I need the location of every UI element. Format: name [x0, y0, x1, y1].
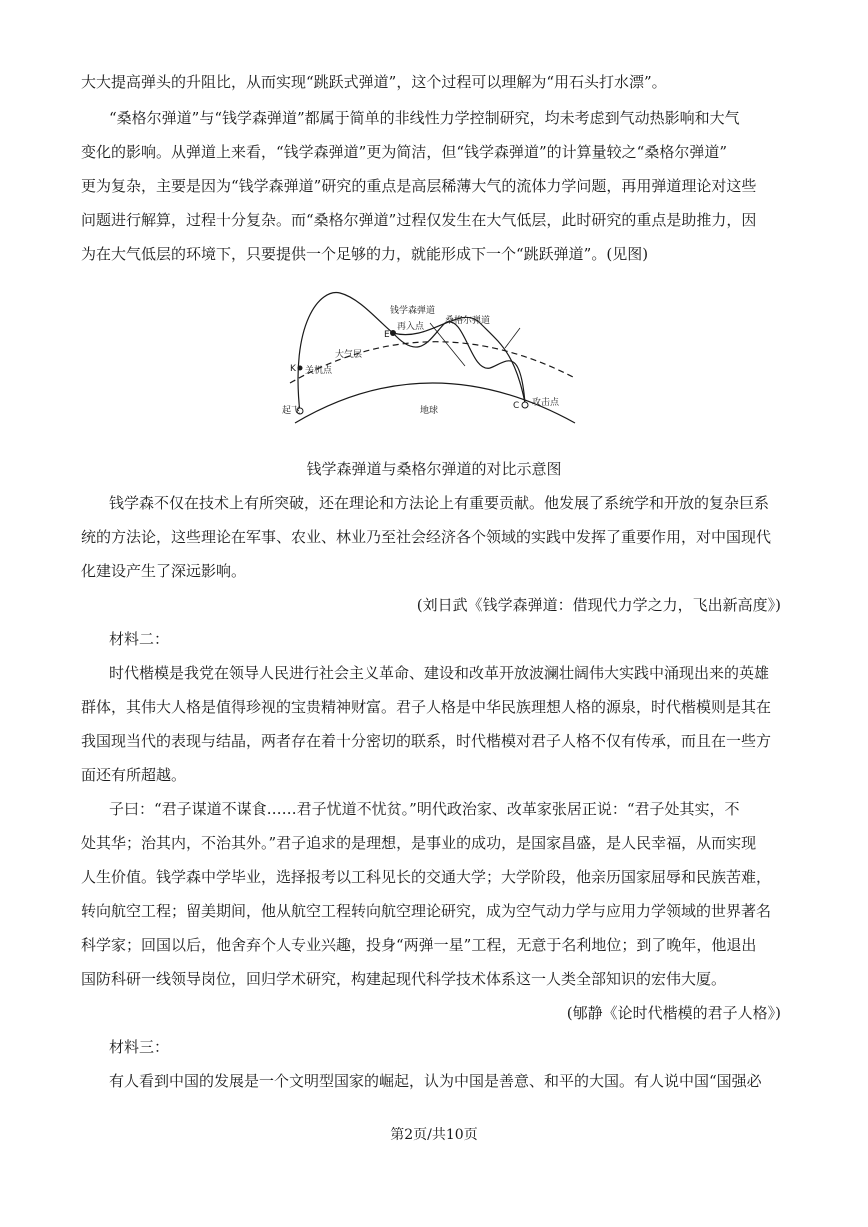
label-shutdown: 关机点	[305, 366, 333, 376]
target-point	[522, 402, 528, 408]
qian-leader-line	[505, 328, 520, 348]
paragraph-line: 人生价值。钱学森中学毕业，选择报考以工科见长的交通大学；大学阶段，他亲历国家屈辱和民族苦难，	[81, 868, 772, 886]
label-atmosphere: 大气层	[335, 350, 363, 360]
trajectory-diagram	[280, 283, 580, 433]
paragraph-line: 我国现当代的表现与结晶，两者存在着十分密切的联系，时代楷模对君子人格不仅有传承，而且在一些方	[81, 732, 772, 750]
paragraph-line: 化建设产生了深远影响。	[81, 562, 247, 580]
label-e: E	[384, 330, 390, 340]
figure-caption: 钱学森弹道与桑格尔弹道的对比示意图	[306, 460, 562, 478]
label-earth: 地球	[420, 406, 439, 416]
reentry-point	[390, 330, 396, 336]
paragraph-line: 统的方法论，这些理论在军事、农业、林业乃至社会经济各个领域的实践中发挥了重要作用，对中国现代	[81, 528, 772, 546]
paragraph-line: 国防科研一线领导岗位，回归学术研究，构建起现代科学技术体系这一人类全部知识的宏伟大厦。	[81, 970, 727, 988]
paragraph-line: 大大提高弹头的升阻比，从而实现“跳跃式弹道”，这个过程可以理解为“用石头打水漂”。	[81, 73, 667, 91]
paragraph-line: 群体，其伟大人格是值得珍视的宝贵精神财富。君子人格是中华民族理想人格的源泉，时代楷模则是其在	[81, 698, 772, 716]
paragraph-line: 科学家；回国以后，他舍弃个人专业兴趣，投身“两弹一星”工程，无意于名利地位；到了晚年，他退出	[81, 936, 757, 954]
label-k: K	[290, 364, 296, 374]
label-reentry: 再入点	[397, 322, 425, 332]
section-heading: 材料二：	[109, 630, 170, 648]
shutdown-point	[298, 366, 303, 371]
source-citation: (刘日武《钱学森弹道：借现代力学之力，飞出新高度》)	[416, 596, 781, 614]
paragraph-line: 为在大气低层的环境下，只要提供一个足够的力，就能形成下一个“跳跃弹道”。(见图)	[81, 245, 649, 263]
paragraph-line: 钱学森不仅在技术上有所突破，还在理论和方法论上有重要贡献。他发展了系统学和开放的复杂巨系	[109, 494, 770, 512]
paragraph-line: 面还有所超越。	[81, 766, 187, 784]
paragraph-line: 转向航空工程；留美期间，他从航空工程转向航空理论研究，成为空气动力学与应用力学领域的世界著名	[81, 902, 772, 920]
label-qian: 钱学森弹道	[390, 306, 436, 316]
paragraph-line: 处其华；治其内，不治其外。”君子追求的是理想，是事业的成功，是国家昌盛，是人民幸福，从而实现	[81, 834, 757, 852]
paragraph-line: 时代楷模是我党在领导人民进行社会主义革命、建设和改革开放波澜壮阔伟大实践中涌现出来的英雄	[109, 664, 770, 682]
paragraph-line: “桑格尔弹道”与“钱学森弹道”都属于简单的非线性力学控制研究，均未考虑到气动热影响和大气	[109, 109, 740, 127]
section-heading: 材料三：	[109, 1038, 170, 1056]
paragraph-line: 问题进行解算，过程十分复杂。而“桑格尔弹道”过程仅发生在大气低层，此时研究的重点是助推力，因	[81, 211, 757, 229]
atmosphere-boundary	[290, 342, 575, 383]
page-footer: 第2页/共10页	[390, 1127, 478, 1143]
label-target: 攻击点	[532, 398, 560, 408]
source-citation: (郇静《论时代楷模的君子人格》)	[566, 1004, 781, 1022]
label-sanger: 桑格尔弹道	[445, 316, 491, 326]
label-takeoff: 起飞	[282, 406, 301, 416]
paragraph-line: 变化的影响。从弹道上来看，“钱学森弹道”更为简洁，但“钱学森弹道”的计算量较之“桑格尔弹道”	[81, 143, 728, 161]
paragraph-line: 更为复杂，主要是因为“钱学森弹道”研究的重点是高层稀薄大气的流体力学问题，再用弹道理论对这些	[81, 177, 757, 195]
paragraph-line: 子曰：“君子谋道不谋食……君子忧道不忧贫。”明代政治家、改革家张居正说：“君子处其实，不	[109, 800, 740, 818]
label-c: C	[513, 401, 520, 411]
paragraph-line: 有人看到中国的发展是一个文明型国家的崛起，认为中国是善意、和平的大国。有人说中国“国强必	[109, 1072, 762, 1090]
